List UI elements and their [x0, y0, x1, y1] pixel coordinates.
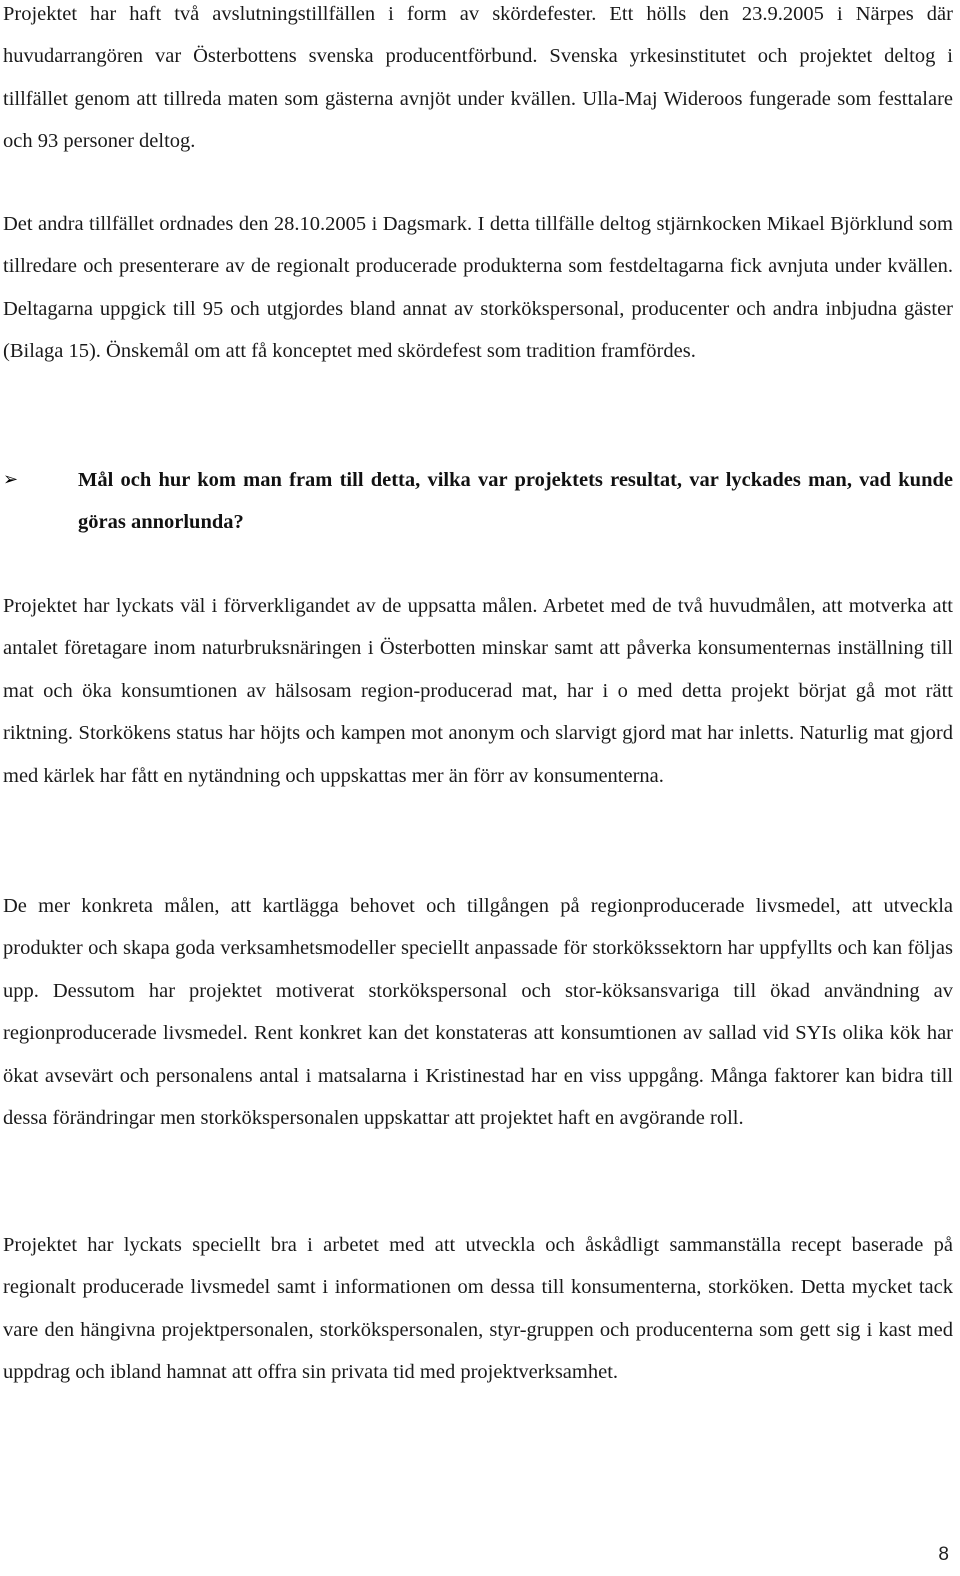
paragraph-concrete-goals: De mer konkreta målen, att kartlägga behovet och tillgången på regionproducerade livsmedel, att utveckla produkter och skapa goda verksamhetsmodeller speciellt anpassade för storkökssektorn har uppfyllts och kan följas upp. Dessutom har projektet motiverat storkökspersonal och stor-köksansvariga till ökad användning av regionproducerade livsmedel. Rent konkret kan det konstateras att konsumtionen av sallad vid SYIs olika kök har ökat avsevärt och personalens antal i matsalarna i Kristinestad har en viss uppgång. Många faktorer kan bidra till dessa förändringar men storkökspersonalen uppskattar att projektet haft en avgörande roll. [3, 895, 953, 1130]
page-number: 8 [938, 1544, 949, 1565]
paragraph-success: Projektet har lyckats speciellt bra i arbetet med att utveckla och åskådligt sammanställa recept baserade på regionalt producerade livsmedel samt i informationen om dessa till konsumenterna, storköken. Detta mycket tack vare den hängivna projektpersonalen, storkökspersonalen, styr-gruppen och producenterna som gett sig i kast med uppdrag och ibland hamnat att offra sin privata tid med projektverksamhet. [3, 1234, 953, 1384]
arrow-bullet-icon: ➢ [3, 469, 19, 490]
section-heading-text: Mål och hur kom man fram till detta, vilka var projektets resultat, var lyckades man, vad kunde göras annorlunda? [78, 469, 953, 534]
paragraph-results: Projektet har lyckats väl i förverkligandet av de uppsatta målen. Arbetet med de två huvudmålen, att motverka att antalet företagare inom naturbruksnäringen i Österbotten minskar samt att påverka konsumenternas inställning till mat och öka konsumtionen av hälsosam region-producerad mat, har i o med detta projekt börjat gå mot rätt riktning. Storkökens status har höjts och kampen mot anonym och slarvigt gjord mat har inletts. Naturlig mat gjord med kärlek har fått en nytändning och uppskattas mer än förr av konsumenterna. [3, 595, 953, 787]
section-heading [3, 459, 953, 544]
paragraph-skordefester: Projektet har haft två avslutningstillfällen i form av skördefester. Ett hölls den 23.9.2005 i Närpes där huvudarrangören var Österbottens svenska producentförbund. Svenska yrkesinstitutet och projektet deltog i tillfället genom att tillreda maten som gästerna avnjöt under kvällen. Ulla-Maj Wideroos fungerade som festtalare och 93 personer deltog. [3, 3, 953, 153]
paragraph-dagsmark: Det andra tillfället ordnades den 28.10.2005 i Dagsmark. I detta tillfälle deltog stjärnkocken Mikael Björklund som tillredare och presenterare av de regionalt producerade produkterna som festdeltagarna fick avnjuta under kvällen. Deltagarna uppgick till 95 och utgjordes bland annat av storkökspersonal, producenter och andra inbjudna gäster (Bilaga 15). Önskemål om att få konceptet med skördefest som tradition framfördes. [3, 213, 953, 363]
